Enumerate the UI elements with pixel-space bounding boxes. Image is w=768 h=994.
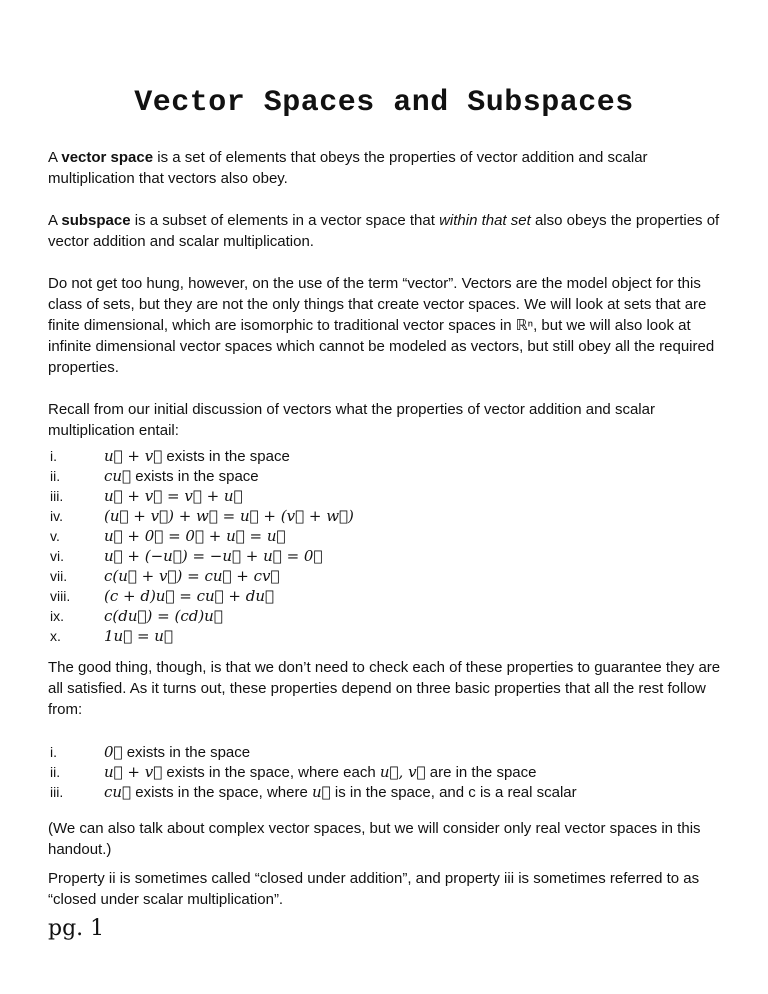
- list-item: iii. cu⃗ exists in the space, where u⃗ is in the space, and c is a real scalar: [50, 783, 577, 801]
- list-item: i. 0⃗ exists in the space: [50, 743, 251, 761]
- vector-properties-list: [48, 446, 354, 646]
- list-item: ix. c(du⃗) = (cd)u⃗: [50, 607, 223, 625]
- paragraph-complex-note: (We can also talk about complex vector spaces, but we will consider only real vector spaces in this handout.): [48, 820, 701, 858]
- paragraph-basic-properties-intro: The good thing, though, is that we don’t need to check each of these properties to guarantee they are all satisfied. As it turns out, these properties depend on three basic properties that all the rest follow from:: [48, 659, 721, 718]
- list-item: vii. c(u⃗ + v⃗) = cu⃗ + cv⃗: [50, 567, 280, 585]
- list-item: i. u⃗ + v⃗ exists in the space: [50, 447, 290, 465]
- paragraph-vector-term-note: Do not get too hung, however, on the use of the term “vector”. Vectors are the model object for this class of sets, but they are not the only things that create vector spaces. We will look at sets that are finite dimensional, which are isomorphic to traditional vector spaces in ℝⁿ, but we will also look at infinite dimensional vector spaces which cannot be modeled as vectors, but still obey all the required properties.: [48, 275, 715, 376]
- list-item: vi. u⃗ + (−u⃗) = −u⃗ + u⃗ = 0⃗: [50, 547, 323, 565]
- list-item: viii. (c + d)u⃗ = cu⃗ + du⃗: [50, 587, 275, 605]
- list-item: x. 1u⃗ = u⃗: [50, 627, 173, 645]
- paragraph-vector-space-definition: A vector space is a set of elements that obeys the properties of vector addition and scalar multiplication that vectors also obey.: [48, 149, 648, 187]
- paragraph-subspace-definition: A subspace is a subset of elements in a vector space that within that set also obeys the properties of vector addition and scalar multiplication.: [48, 212, 720, 250]
- page-title: Vector Spaces and Subspaces: [134, 86, 634, 120]
- term-subspace: subspace: [61, 212, 131, 229]
- page-number: pg. 1: [48, 916, 105, 941]
- emphasis-within-that-set: within that set: [439, 212, 531, 229]
- paragraph-closure-terms: Property ii is sometimes called “closed under addition”, and property iii is sometimes referred to as “closed under scalar multiplication”.: [48, 870, 700, 908]
- list-item: ii. u⃗ + v⃗ exists in the space, where each u⃗, v⃗ are in the space: [50, 763, 537, 781]
- list-item: ii. cu⃗ exists in the space: [50, 467, 259, 485]
- term-vector-space: vector space: [61, 149, 154, 166]
- paragraph-recall-properties: Recall from our initial discussion of vectors what the properties of vector addition and scalar multiplication entail:: [48, 401, 655, 439]
- list-item: v. u⃗ + 0⃗ = 0⃗ + u⃗ = u⃗: [50, 527, 286, 545]
- basic-properties-list: [48, 742, 577, 802]
- list-item: iii. u⃗ + v⃗ = v⃗ + u⃗: [50, 487, 243, 505]
- list-item: iv. (u⃗ + v⃗) + w⃗ = u⃗ + (v⃗ + w⃗): [50, 507, 354, 525]
